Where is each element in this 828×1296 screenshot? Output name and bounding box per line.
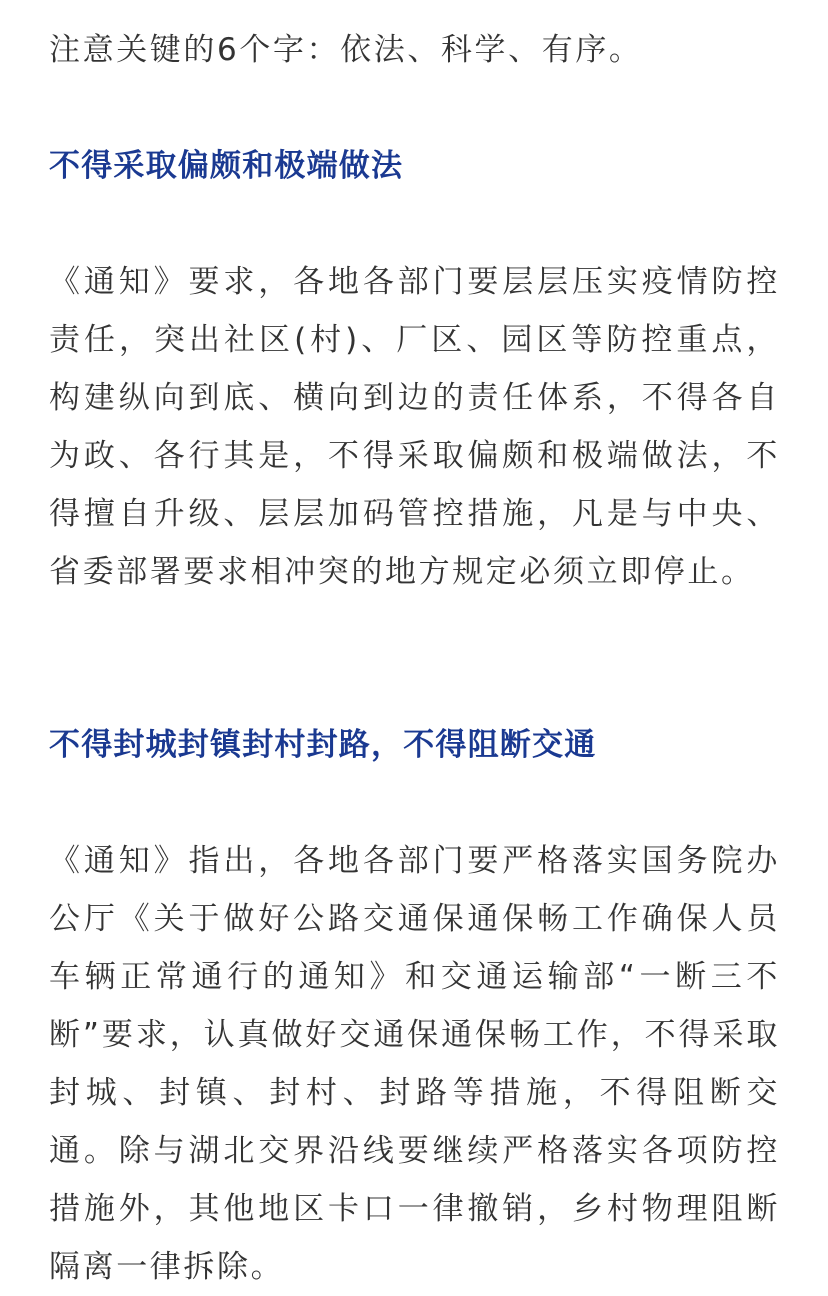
section-body-no-road-blocking: 《通知》指出，各地各部门要严格落实国务院办公厅《关于做好公路交通保通保畅工作确保人员车辆正常通行的通知》和交通运输部“一断三不断”要求，认真做好交通保通保畅工作，不得采取封城、封镇、封村、封路等措施，不得阻断交通。除与湖北交界沿线要继续严格落实各项防控措施外，其他地区卡口一律撤销，乡村物理阻断隔离一律拆除。 (49, 843, 780, 1285)
section-heading-no-road-blocking: 不得封城封镇封村封路，不得阻断交通 (49, 727, 597, 763)
section-heading-no-extreme-measures: 不得采取偏颇和极端做法 (49, 148, 404, 184)
section-body-no-extreme-measures: 《通知》要求，各地各部门要层层压实疫情防控责任，突出社区(村)、厂区、园区等防控重点，构建纵向到底、横向到边的责任体系，不得各自为政、各行其是，不得采取偏颇和极端做法，不得擅自升级、层层加码管控措施，凡是与中央、省委部署要求相冲突的地方规定必须立即停止。 (49, 264, 780, 590)
intro-paragraph: 注意关键的6个字：依法、科学、有序。 (49, 32, 643, 68)
